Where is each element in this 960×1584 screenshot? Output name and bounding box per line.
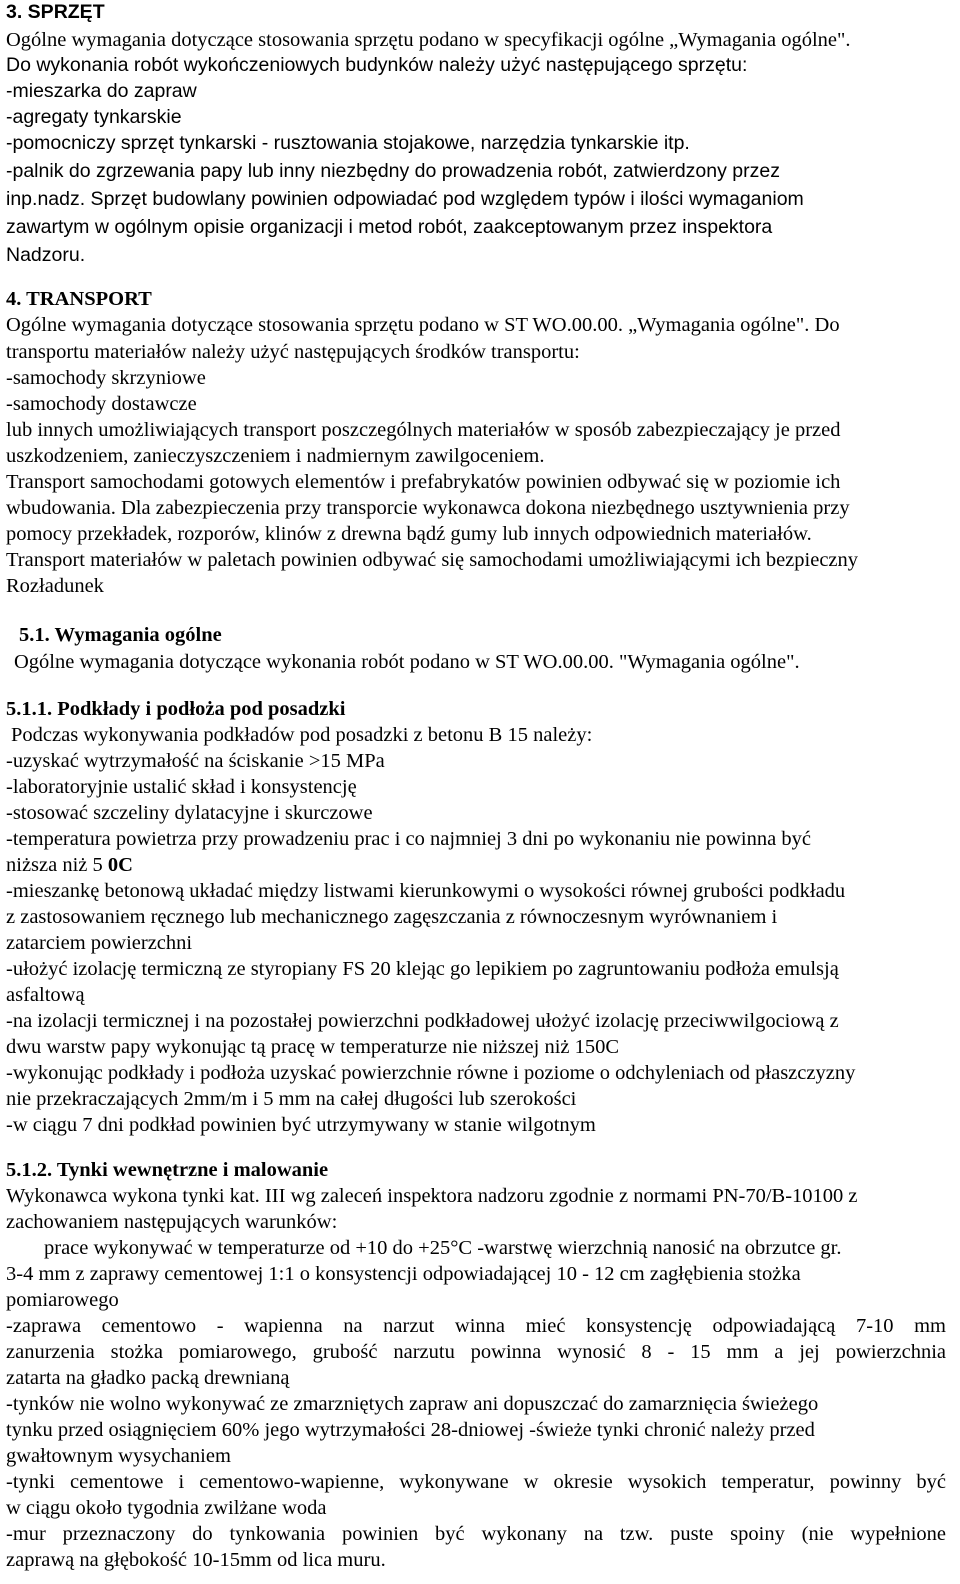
section-4-line-1: Ogólne wymagania dotyczące stosowania sprzętu podano w ST WO.00.00. „Wymagania ogólne". Do — [6, 314, 840, 336]
section-5-1-1-line-11: asfaltową — [6, 984, 85, 1006]
section-4-line-10: Transport materiałów w paletach powinien odbywać się samochodami umożliwiającymi ich bezpieczny — [6, 549, 859, 571]
section-4-line-6: uszkodzeniem, zanieczyszczeniem i nadmiernym zawilgoceniem. — [6, 445, 545, 467]
section-5-1-2-line-10: tynku przed osiągnięciem 60% jego wytrzymałości 28-dniowej -świeże tynki chronić należy przed — [6, 1419, 815, 1441]
section-3-heading: 3. SPRZĘT — [6, 1, 105, 23]
section-5-1-2-line-7: zanurzenia stożka pomiarowego, grubość narzutu powinna wynosić 8 - 15 mm a jej powierzchnia — [6, 1341, 946, 1363]
section-4-line-2: transportu materiałów należy użyć następujących środków transportu: — [6, 341, 580, 363]
section-5-1-line-1: Ogólne wymagania dotyczące wykonania robót podano w ST WO.00.00. "Wymagania ogólne". — [14, 651, 800, 673]
section-4-line-5: lub innych umożliwiających transport poszczególnych materiałów w sposób zabezpieczający je przed — [6, 419, 841, 441]
section-5-1-1-line-1: Podczas wykonywania podkładów pod posadzki z betonu B 15 należy: — [11, 724, 593, 746]
section-3-line-4: -agregaty tynkarskie — [6, 106, 182, 128]
section-4-line-9: pomocy przekładek, rozporów, klinów z drewna bądź gumy lub innych odpowiednich materiałów. — [6, 523, 812, 545]
section-3-line-2: Do wykonania robót wykończeniowych budynków należy użyć następującego sprzętu: — [6, 54, 748, 76]
section-5-1-1-line-5: -temperatura powietrza przy prowadzeniu prac i co najmniej 3 dni po wykonaniu nie powinna być — [6, 828, 811, 850]
section-5-1-2-line-3: prace wykonywać w temperaturze od +10 do +25°C -warstwę wierzchnią nanosić na obrzutce gr. — [44, 1237, 842, 1259]
section-3-line-1: Ogólne wymagania dotyczące stosowania sprzętu podano w specyfikacji ogólne „Wymagania ogólne". — [6, 29, 851, 51]
section-5-1-1-line-13: dwu warstw papy wykonując tą pracę w temperaturze nie niższej niż 150C — [6, 1036, 620, 1058]
section-3-line-7: inp.nadz. Sprzęt budowlany powinien odpowiadać pod względem typów i ilości wymaganiom — [6, 188, 804, 210]
section-5-1-1-heading: 5.1.1. Podkłady i podłoża pod posadzki — [6, 698, 346, 720]
section-5-1-2-line-6: -zaprawa cementowo - wapienna na narzut winna mieć konsystencję odpowiadającą 7-10 mm — [6, 1315, 946, 1337]
section-5-1-2-line-9: -tynków nie wolno wykonywać ze zmarzniętych zapraw ani dopuszczać do zamarznięcia świeżego — [6, 1393, 819, 1415]
section-5-1-1-line-2: -uzyskać wytrzymałość na ściskanie >15 MPa — [6, 750, 385, 772]
section-5-1-1-line-16: -w ciągu 7 dni podkład powinien być utrzymywany w stanie wilgotnym — [6, 1114, 596, 1136]
section-5-1-1-line-8: z zastosowaniem ręcznego lub mechanicznego zagęszczania z równoczesnym wyrównaniem i — [6, 906, 778, 928]
section-5-1-1-line-6 — [6, 855, 133, 876]
section-5-1-2-line-8: zatarta na gładko packą drewnianą — [6, 1367, 290, 1389]
section-4-line-11: Rozładunek — [6, 575, 104, 597]
section-4-line-4: -samochody dostawcze — [6, 393, 197, 415]
temperature-unit: 0C — [107, 854, 133, 876]
section-4-heading: 4. TRANSPORT — [6, 288, 152, 310]
section-4-line-8: wbudowania. Dla zabezpieczenia przy transporcie wykonawca dokona niezbędnego usztywnienia przy — [6, 497, 850, 519]
section-5-1-1-line-15: nie przekraczających 2mm/m i 5 mm na całej długości lub szerokości — [6, 1088, 577, 1110]
section-5-1-2-line-14: -mur przeznaczony do tynkowania powinien być wykonany na tzw. puste spoiny (nie wypełnione — [6, 1523, 946, 1545]
section-5-1-1-line-12: -na izolacji termicznej i na pozostałej powierzchni podkładowej ułożyć izolację przeciwwilgociową z — [6, 1010, 839, 1032]
section-5-1-1-line-7: -mieszankę betonową układać między listwami kierunkowymi o wysokości równej grubości podkładu — [6, 880, 846, 902]
section-3-line-8: zawartym w ogólnym opisie organizacji i metod robót, zaakceptowanym przez inspektora — [6, 216, 773, 238]
section-5-1-1-line-10: -ułożyć izolację termiczną ze styropiany FS 20 klejąc go lepikiem po zagruntowaniu podłoża emulsją — [6, 958, 839, 980]
section-4-line-7: Transport samochodami gotowych elementów i prefabrykatów powinien odbywać się w poziomie ich — [6, 471, 841, 493]
section-3-line-6: -palnik do zgrzewania papy lub inny niezbędny do prowadzenia robót, zatwierdzony przez — [6, 160, 780, 182]
section-5-1-1-line-3: -laboratoryjnie ustalić skład i konsystencję — [6, 776, 357, 798]
section-5-1-1-line-9: zatarciem powierzchni — [6, 932, 193, 954]
section-5-1-2-line-2: zachowaniem następujących warunków: — [6, 1211, 338, 1233]
section-3-line-3: -mieszarka do zapraw — [6, 80, 197, 102]
section-3-line-9: Nadzoru. — [6, 244, 86, 266]
section-4-line-3: -samochody skrzyniowe — [6, 367, 206, 389]
section-5-1-2-line-11: gwałtownym wysychaniem — [6, 1445, 231, 1467]
section-5-1-heading: 5.1. Wymagania ogólne — [19, 624, 222, 646]
section-5-1-2-line-1: Wykonawca wykona tynki kat. III wg zaleceń inspektora nadzoru zgodnie z normami PN-70/B-10100 z — [6, 1185, 858, 1207]
section-3-line-5: -pomocniczy sprzęt tynkarski - rusztowania stojakowe, narzędzia tynkarskie itp. — [6, 132, 690, 154]
section-5-1-2-line-15: zaprawą na głębokość 10-15mm od lica muru. — [6, 1549, 386, 1571]
section-5-1-1-line-4: -stosować szczeliny dylatacyjne i skurczowe — [6, 802, 373, 824]
section-5-1-2-line-13: w ciągu około tygodnia zwilżane woda — [6, 1497, 327, 1519]
section-5-1-1-line-6-text: niższa niż 5 — [6, 854, 108, 876]
section-5-1-1-line-14: -wykonując podkłady i podłoża uzyskać powierzchnie równe i poziome o odchyleniach od płaszczyzny — [6, 1062, 856, 1084]
section-5-1-2-heading: 5.1.2. Tynki wewnętrzne i malowanie — [6, 1159, 329, 1181]
section-5-1-2-line-4: 3-4 mm z zaprawy cementowej 1:1 o konsystencji odpowiadającej 10 - 12 cm zagłębienia stożka — [6, 1263, 801, 1285]
section-5-1-2-line-12: -tynki cementowe i cementowo-wapienne, wykonywane w okresie wysokich temperatur, powinny być — [6, 1471, 946, 1493]
section-5-1-2-line-5: pomiarowego — [6, 1289, 119, 1311]
